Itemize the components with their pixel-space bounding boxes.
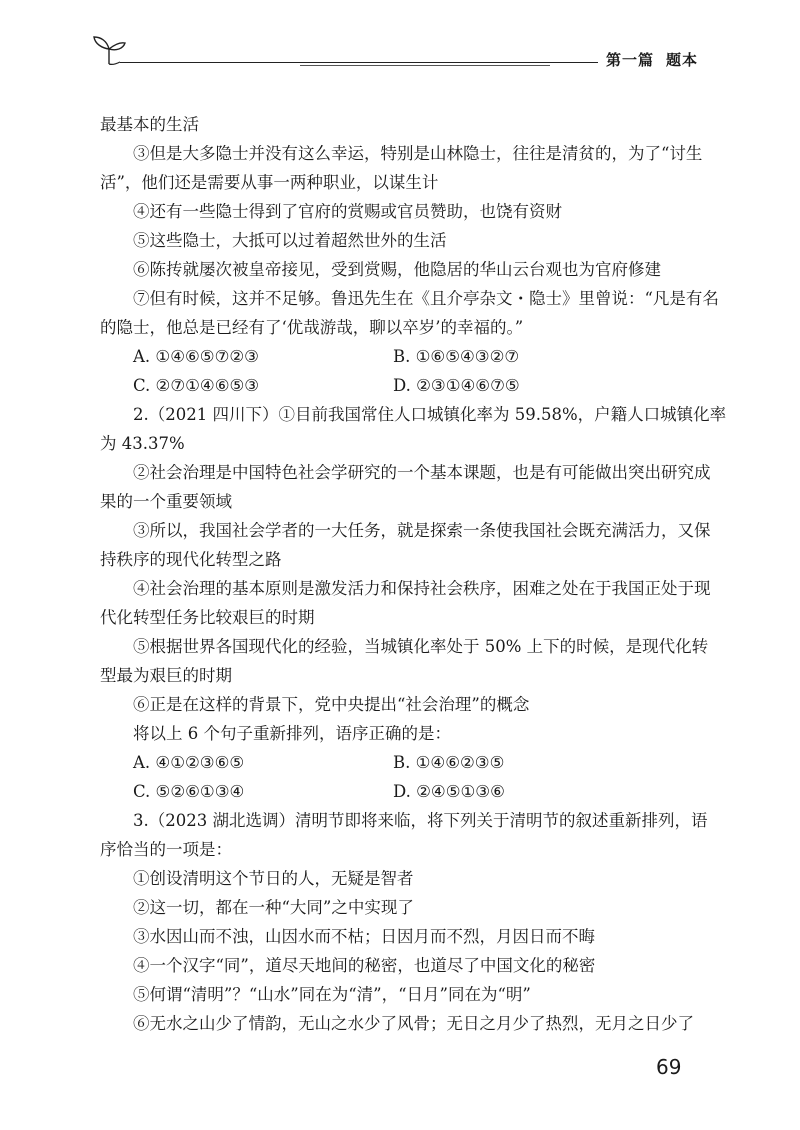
page-content [100, 110, 727, 1038]
text-line: 持秩序的现代化转型之路 [100, 550, 282, 569]
text-line: ⑤何谓“清明”？“山水”同在为“清”，“日月”同在为“明” [133, 985, 531, 1004]
text-line: ②这一切，都在一种“大同”之中实现了 [133, 898, 414, 917]
text-line: 最基本的生活 [100, 115, 199, 134]
text-line: ⑥无水之山少了情韵，无山之水少了风骨；无日之月少了热烈，无月之日少了 [133, 1014, 694, 1033]
text-line: ④一个汉字“同”，道尽天地间的秘密，也道尽了中国文化的秘密 [133, 956, 596, 975]
section-name: 题本 [666, 51, 699, 69]
text-line: 的隐士，他总是已经有了‘优哉游哉，聊以卒岁’的幸福的。” [100, 318, 524, 337]
section-part: 第一篇 [606, 51, 655, 69]
answer-option: C. ②⑦①④⑥⑤③ [133, 376, 260, 395]
text-line: ③所以，我国社会学者的一大任务，就是探索一条使我国社会既充满活力，又保 [133, 521, 711, 540]
text-line: ⑦但有时候，这并不足够。鲁迅先生在《且介亭杂文・隐士》里曾说：“凡是有名 [133, 289, 719, 308]
question-1-options [100, 342, 700, 400]
text-line: 代化转型任务比较艰巨的时期 [100, 608, 315, 627]
question-3-text [100, 806, 708, 1038]
page-number: 69 [656, 1055, 682, 1079]
answer-option: D. ②③①④⑥⑦⑤ [393, 376, 520, 395]
text-line: ③水因山而不浊，山因水而不枯；日因月而不烈，月因日而不晦 [133, 927, 595, 946]
text-line: ⑥陈抟就屡次被皇帝接见，受到赏赐，他隐居的华山云台观也为官府修建 [133, 260, 661, 279]
option-row [100, 371, 700, 400]
answer-option: A. ①④⑥⑤⑦②③ [133, 347, 259, 366]
page-header [0, 0, 800, 90]
section-title [606, 49, 698, 70]
text-line: 将以上 6 个句子重新排列，语序正确的是： [133, 724, 451, 743]
question-2-text [100, 400, 727, 748]
option-row [100, 342, 700, 371]
question-1-text [100, 110, 719, 342]
text-line: ③但是大多隐士并没有这么幸运，特别是山林隐士，往往是清贫的，为了“讨生 [133, 144, 703, 163]
answer-option: D. ②④⑤①③⑥ [393, 782, 505, 801]
answer-option: C. ⑤②⑥①③④ [133, 782, 245, 801]
text-line: 型最为艰巨的时期 [100, 666, 232, 685]
text-line: 2.（2021 四川下）①目前我国常住人口城镇化率为 59.58%，户籍人口城镇化率 [133, 405, 727, 424]
answer-option: B. ①④⑥②③⑤ [393, 753, 505, 772]
text-line: 活”，他们还是需要从事一两种职业，以谋生计 [100, 173, 439, 192]
text-line: 为 43.37% [100, 434, 185, 453]
text-line: ④还有一些隐士得到了官府的赏赐或官员赞助，也饶有资财 [133, 202, 562, 221]
header-rule [120, 62, 598, 63]
question-2-options [100, 748, 700, 806]
answer-option: A. ④①②③⑥⑤ [133, 753, 245, 772]
header-rule-secondary [300, 65, 550, 66]
text-line: ⑤这些隐士，大抵可以过着超然世外的生活 [133, 231, 447, 250]
text-line: ⑤根据世界各国现代化的经验，当城镇化率处于 50% 上下的时候，是现代化转 [133, 637, 709, 656]
text-line: 3.（2023 湖北选调）清明节即将来临，将下列关于清明节的叙述重新排列，语 [133, 811, 708, 830]
text-line: 果的一个重要领域 [100, 492, 232, 511]
text-line: ④社会治理的基本原则是激发活力和保持社会秩序，困难之处在于我国正处于现 [133, 579, 711, 598]
text-line: ②社会治理是中国特色社会学研究的一个基本课题，也是有可能做出突出研究成 [133, 463, 711, 482]
answer-option: B. ①⑥⑤④③②⑦ [393, 347, 520, 366]
option-row [100, 748, 700, 777]
text-line: 序恰当的一项是： [100, 840, 232, 859]
option-row [100, 777, 700, 806]
text-line: ①创设清明这个节日的人，无疑是智者 [133, 869, 414, 888]
text-line: ⑥正是在这样的背景下，党中央提出“社会治理”的概念 [133, 695, 530, 714]
